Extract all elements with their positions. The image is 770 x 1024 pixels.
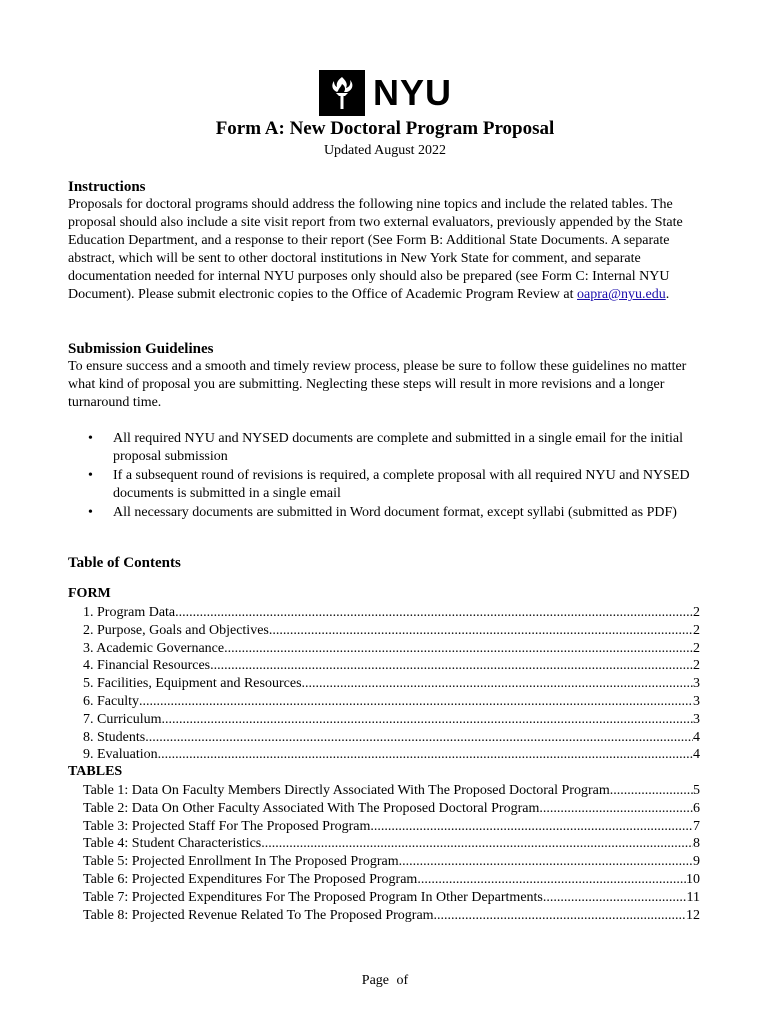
page-subtitle: Updated August 2022 [323, 143, 447, 158]
instructions-section [68, 178, 708, 304]
toc-entry-page: 6 [693, 800, 700, 816]
toc-entry-label: 1. Program Data [83, 605, 176, 620]
footer-page-word: Page [361, 973, 390, 988]
toc-entry[interactable] [83, 711, 700, 729]
guideline-list [68, 430, 708, 523]
instructions-body [68, 196, 708, 304]
toc-heading: Table of Contents [68, 555, 181, 571]
toc-entry[interactable] [83, 746, 700, 764]
list-item: • All necessary documents are submitted in Word document format, except syllabi (submitted as PDF) [88, 505, 677, 520]
toc-entry[interactable] [83, 657, 700, 675]
toc-entry-page: 3 [693, 693, 700, 709]
toc-leader-dots [543, 800, 693, 818]
toc-entry-page: 3 [693, 676, 700, 692]
toc-entry-label: Table 1: Data On Faculty Members Directly Associated With The Proposed Doctoral Program [83, 783, 610, 798]
toc-entry-page: 2 [693, 605, 700, 620]
page-footer [0, 973, 770, 989]
toc-entry[interactable] [83, 729, 700, 747]
toc-entry-label: Table 4: Student Characteristics [83, 836, 262, 852]
toc-entry-label: 3. Academic Governance [83, 640, 225, 656]
toc-form-label: FORM [68, 586, 111, 601]
nyu-wordmark: NYU [373, 72, 453, 113]
toc-entry-label: Table 6: Projected Expenditures For The Proposed Program [83, 871, 418, 887]
toc-entry[interactable] [83, 675, 700, 693]
toc-leader-dots [417, 871, 686, 889]
submission-section [68, 340, 708, 412]
toc-entry-page: 12 [686, 907, 700, 923]
toc-entry-label: Table 5: Projected Enrollment In The Proposed Program [83, 854, 399, 870]
toc-entry[interactable] [83, 907, 700, 925]
list-item: • If a subsequent round of revisions is required, a complete proposal with all required NYU and NYSED documents is submitted in a single email [88, 468, 690, 501]
torch-icon [319, 70, 365, 116]
toc-leader-dots [370, 818, 693, 836]
toc-tables-label: TABLES [68, 764, 123, 779]
submission-heading: Submission Guidelines [68, 341, 214, 357]
submission-body: To ensure success and a smooth and timely review process, please be sure to follow these guidelines no matter what kind of proposal you are submitting. Neglecting these steps will result in more revisions and a longer turnaround time. [68, 359, 687, 410]
toc-leader-dots [158, 746, 693, 764]
bullet-icon: • [88, 431, 93, 446]
toc-entry-label: 5. Facilities, Equipment and Resources [83, 676, 302, 692]
email-link[interactable]: oapra@nyu.edu [577, 287, 666, 302]
toc-leader-dots [145, 729, 693, 747]
toc-entry-page: 4 [693, 747, 700, 763]
toc-tables-list [83, 782, 700, 924]
toc-entry-label: Table 7: Projected Expenditures For The Proposed Program In Other Departments [83, 889, 543, 905]
toc-entry-page: 2 [693, 622, 700, 638]
toc-leader-dots [210, 657, 693, 675]
toc-leader-dots [261, 835, 693, 853]
toc-entry[interactable] [83, 604, 700, 622]
toc-entry-page: 3 [693, 711, 700, 727]
toc-leader-dots [543, 889, 687, 907]
bullet-icon: • [88, 505, 93, 520]
toc-leader-dots [302, 675, 693, 693]
instructions-text: Proposals for doctoral programs should address the following nine topics and include the related tables. The proposal should also include a site visit report from two external evaluators, previously appended by the State Education Department, and a response to their report (See Form B: Additional State Documents. A separate abstract, which will be sent to other doctoral institutions in New York State for comment, and separate documentation needed for internal NYU purposes only should also be prepared (see Form C: Internal NYU Document). Please submit electronic copies to the Office of Academic Program Review at [68, 197, 683, 302]
toc-entry-page: 9 [693, 854, 700, 870]
toc-entry-label: 8. Students [83, 729, 146, 745]
footer-of-word: of [396, 973, 409, 988]
toc-leader-dots [269, 622, 693, 640]
instructions-end: . [665, 287, 670, 302]
toc-leader-dots [162, 711, 693, 729]
nyu-logo [319, 70, 452, 116]
toc-entry-page: 10 [686, 871, 700, 887]
toc-leader-dots [434, 907, 686, 925]
toc-entry-page: 5 [693, 783, 700, 798]
toc-entry[interactable] [83, 818, 700, 836]
toc-entry-page: 2 [693, 640, 700, 656]
toc-form-list [83, 604, 700, 764]
toc-entry-page: 4 [693, 729, 700, 745]
toc-entry-label: 9. Evaluation [83, 747, 158, 763]
toc-entry[interactable] [83, 782, 700, 800]
toc-entry-page: 7 [693, 818, 700, 834]
bullet-icon: • [88, 468, 93, 483]
page-title: Form A: New Doctoral Program Proposal [215, 118, 555, 139]
toc-entry[interactable] [83, 800, 700, 818]
toc-entry-label: 4. Financial Resources [83, 658, 211, 674]
toc-entry[interactable] [83, 871, 700, 889]
toc-leader-dots [399, 853, 693, 871]
toc-entry-page: 8 [693, 836, 700, 852]
toc-leader-dots [175, 604, 693, 622]
toc-leader-dots [224, 640, 693, 658]
instructions-heading: Instructions [68, 179, 146, 195]
toc-leader-dots [139, 693, 693, 711]
toc-entry-page: 11 [686, 889, 700, 905]
toc-entry-page: 2 [693, 658, 700, 674]
toc-entry[interactable] [83, 835, 700, 853]
toc-entry-label: Table 2: Data On Other Faculty Associated With The Proposed Doctoral Program. [83, 800, 543, 816]
toc-entry[interactable] [83, 889, 700, 907]
toc-entry-label: 6. Faculty [83, 693, 139, 709]
toc-entry[interactable] [83, 853, 700, 871]
toc-entry[interactable] [83, 640, 700, 658]
toc-entry[interactable] [83, 622, 700, 640]
toc-entry-label: 7. Curriculum [83, 711, 162, 727]
toc-entry-label: 2. Purpose, Goals and Objectives [83, 622, 269, 638]
toc-entry-label: Table 3: Projected Staff For The Proposed Program [83, 818, 371, 834]
list-item: • All required NYU and NYSED documents are complete and submitted in a single email for the initial proposal submission [88, 431, 683, 464]
toc-leader-dots [610, 782, 693, 800]
toc-entry[interactable] [83, 693, 700, 711]
toc-entry-label: Table 8: Projected Revenue Related To The Proposed Program [83, 907, 434, 923]
